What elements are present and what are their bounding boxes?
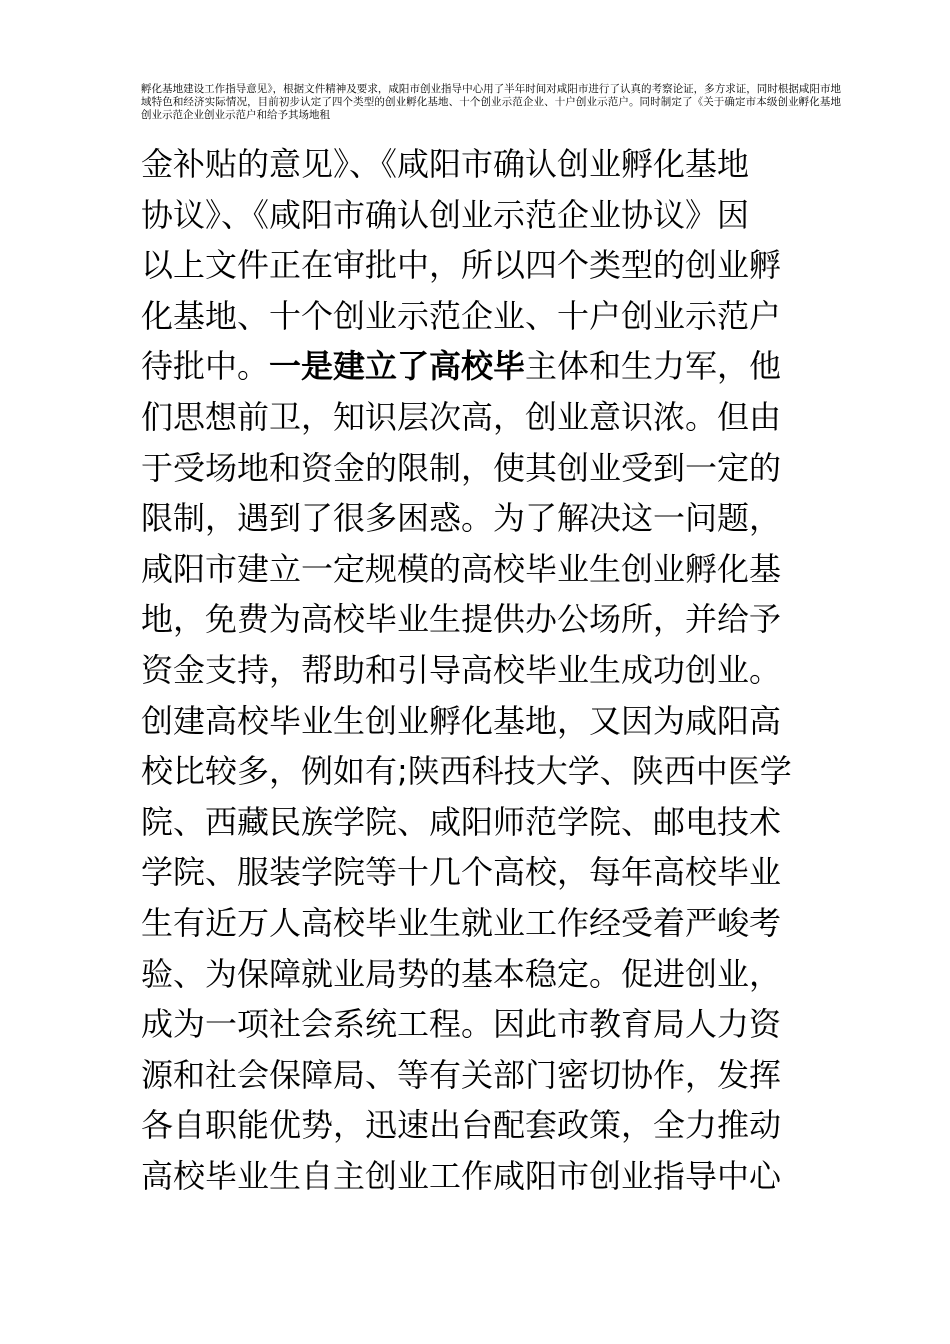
body-line-8: 限制，遇到了很多困惑。为了解决这一问题，: [141, 499, 782, 538]
body-line-2: 协议》、《咸阳市确认创业示范企业协议》因: [141, 195, 750, 234]
body-line-16: 生有近万人高校毕业生就业工作经受着严峻考: [141, 903, 782, 942]
body-line-17: 验、为保障就业局势的基本稳定。促进创业，: [141, 954, 782, 993]
body-paragraph: [141, 139, 841, 1201]
body-line-6: 们思想前卫，知识层次高，创业意识浓。但由: [141, 397, 782, 436]
body-line-15: 学院、服装学院等十几个高校，每年高校毕业: [141, 853, 782, 892]
body-line-1: 金补贴的意见》、《咸阳市确认创业孵化基地: [141, 145, 750, 183]
body-line-5-end: 主体和生力军，他: [525, 347, 782, 386]
body-line-14: 院、西藏民族学院、咸阳师范学院、邮电技术: [141, 802, 782, 841]
body-line-5-bold: 一是建立了高校毕: [269, 347, 526, 386]
body-line-9: 咸阳市建立一定规模的高校毕业生创业孵化基: [141, 549, 782, 588]
body-line-20: 各自职能优势，迅速出台配套政策，全力推动: [141, 1106, 782, 1145]
body-line-21: 高校毕业生自主创业工作咸阳市创业指导中心: [141, 1156, 782, 1195]
body-line-3: 以上文件正在审批中，所以四个类型的创业孵: [141, 246, 782, 285]
body-line-18: 成为一项社会系统工程。因此市教育局人力资: [141, 1005, 782, 1044]
body-line-7: 于受场地和资金的限制，使其创业受到一定的: [141, 448, 782, 487]
body-line-19: 源和社会保障局、等有关部门密切协作，发挥: [141, 1055, 782, 1094]
body-line-10: 地，免费为高校毕业生提供办公场所，并给予: [141, 600, 782, 639]
body-line-11: 资金支持，帮助和引导高校毕业生成功创业。: [141, 650, 782, 689]
body-line-5-start: 待批中。: [141, 347, 270, 386]
body-line-12: 创建高校毕业生创业孵化基地，又因为咸阳高: [141, 701, 782, 740]
header-small-paragraph: 孵化基地建设工作指导意见》，根据文件精神及要求，咸阳市创业指导中心用了半年时间对咸阳市进行了认真的考察论证，多方求证，同时根据咸阳市地域特色和经济实际情况，目前初步认定了四个类型的创业孵化基地、十个创业示范企业、十户创业示范户。同时制定了《关于确定市本级创业孵化基地创业示范企业创业示范户和给予其场地租: [141, 83, 841, 121]
body-line-13: 校比较多，例如有;陕西科技大学、陕西中医学: [141, 752, 792, 791]
body-line-5: [141, 341, 841, 392]
body-line-4: 化基地、十个创业示范企业、十户创业示范户: [141, 296, 782, 335]
